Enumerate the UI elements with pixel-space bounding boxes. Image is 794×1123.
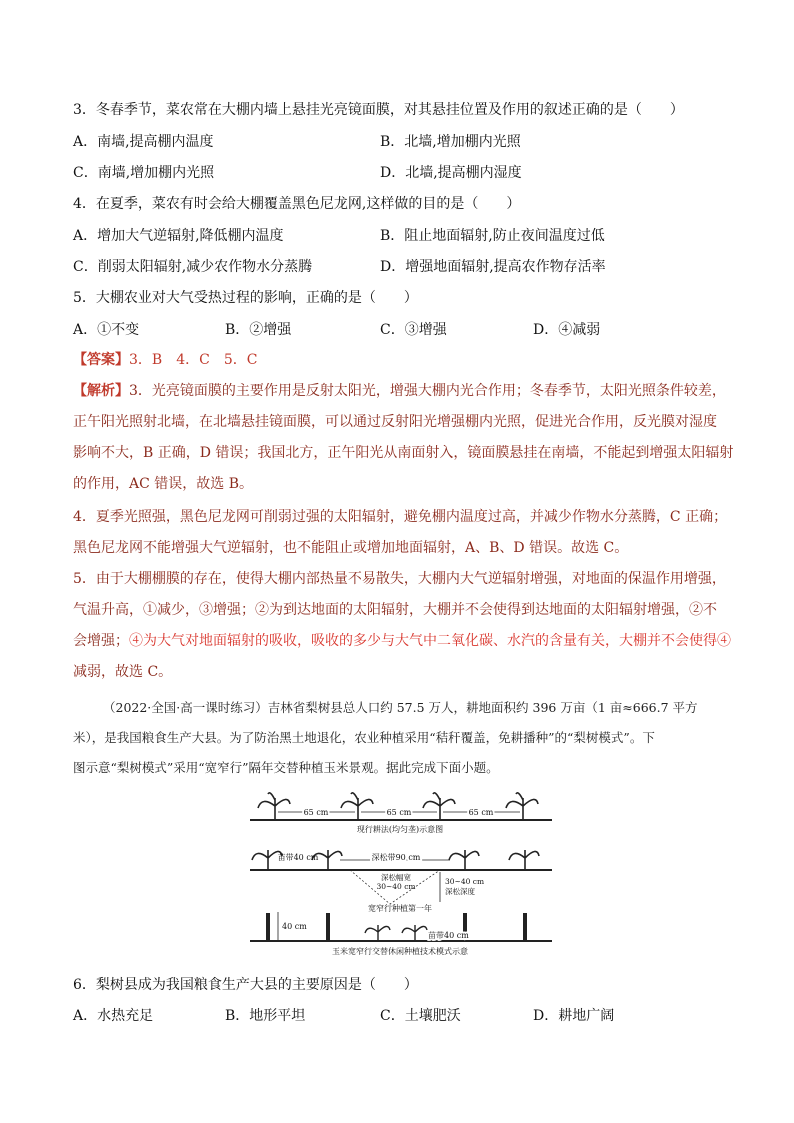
analysis-line-2: 正午阳光照射北墙，在北墙悬挂镜面膜，可以通过反射阳光增强棚内光照，促进光合作用，反光膜对湿度 bbox=[73, 414, 717, 430]
spacing-label-3: 65 cm bbox=[468, 808, 494, 817]
height-40-label: 40 cm bbox=[282, 922, 307, 931]
analysis-line-10: 减弱，故选 C。 bbox=[73, 664, 173, 680]
q4-option-d: D．增强地面辐射,提高农作物存活率 bbox=[380, 259, 606, 275]
q6-option-b: B．地形平坦 bbox=[225, 1008, 306, 1024]
q4-stem: 4．在夏季，菜农有时会给大棚覆盖黑色尼龙网,这样做的目的是（ ） bbox=[73, 196, 521, 212]
passage-line-3: 图示意“梨树模式”采用“宽窄行”隔年交替种植玉米景观。据此完成下面小题。 bbox=[73, 760, 499, 775]
depth-label: 深松深度 bbox=[445, 887, 475, 896]
q6-option-c: C．土壤肥沃 bbox=[380, 1008, 461, 1024]
answer-line bbox=[73, 350, 257, 370]
answer-text: 3．B 4．C 5．C bbox=[129, 352, 258, 368]
spacing-label-1: 65 cm bbox=[303, 808, 329, 817]
q4-option-b: B．阻止地面辐射,防止夜间温度过低 bbox=[380, 228, 605, 244]
q6-option-d: D．耕地广阔 bbox=[533, 1008, 615, 1024]
q4-option-c: C．削弱太阳辐射,减少农作物水分蒸腾 bbox=[73, 259, 313, 275]
spacing-label-2: 65 cm bbox=[386, 808, 412, 817]
q3-option-b: B．北墙,增加棚内光照 bbox=[380, 134, 521, 150]
deep-band-label: 深松带90 cm bbox=[371, 853, 421, 862]
q6-option-a: A．水热充足 bbox=[73, 1008, 154, 1024]
answer-tag: 【答案】 bbox=[73, 352, 129, 368]
analysis-tag: 【解析】 bbox=[73, 383, 129, 399]
strip-40b-label: 苗带40 cm bbox=[428, 931, 469, 940]
analysis-line-8: 气温升高，①减少，③增强；②为到达地面的太阳辐射，大棚并不会使得到达地面的太阳辐射增强，②不 bbox=[73, 602, 717, 618]
q5-stem: 5．大棚农业对大气受热过程的影响，正确的是（ ） bbox=[73, 290, 418, 306]
passage-line-1: （2022·全国·高一课时练习）吉林省梨树县总人口约 57.5 万人，耕地面积约 396 万亩（1 亩≈666.7 平方 bbox=[103, 700, 698, 715]
q3-option-d: D．北墙,提高棚内湿度 bbox=[380, 165, 522, 181]
analysis-line-5: 4．夏季光照强，黑色尼龙网可削弱过强的太阳辐射，避免棚内温度过高，并减少作物水分蒸腾，C 正确； bbox=[73, 509, 728, 525]
q3-stem: 3．冬春季节，菜农常在大棚内墙上悬挂光亮镜面膜，对其悬挂位置及作用的叙述正确的是（ ） bbox=[73, 102, 684, 118]
q6-stem: 6．梨树县成为我国粮食生产大县的主要原因是（ ） bbox=[73, 977, 418, 993]
q4-option-a: A．增加大气逆辐射,降低棚内温度 bbox=[73, 228, 284, 244]
planting-mode-figure bbox=[240, 788, 560, 958]
q3-option-a: A．南墙,提高棚内温度 bbox=[73, 134, 214, 150]
strip-40-label: 苗带40 cm bbox=[277, 853, 319, 862]
analysis-line-9 bbox=[73, 631, 731, 651]
analysis-line-3: 影响不大，B 正确，D 错误；我国北方，正午阳光从南面射入，镜面膜悬挂在南墙，不能起到增强太阳辐射 bbox=[73, 445, 734, 461]
figure-caption-3: 玉米宽窄行交替休闲种植技术模式示意 bbox=[332, 947, 468, 956]
figure-caption-1: 现行耕法(均匀垄)示意图 bbox=[356, 825, 444, 834]
analysis-line-1 bbox=[73, 381, 726, 401]
analysis-text-9a: 会增强； bbox=[73, 633, 129, 649]
deep-width-label: 深松幅宽 bbox=[381, 873, 411, 882]
analysis-text-9b: ④为大气对地面辐射的吸收，吸收的多少与大气中二氧化碳、水汽的含量有关，大棚并不会使得④ bbox=[129, 633, 731, 649]
analysis-line-7: 5．由于大棚棚膜的存在，使得大棚内部热量不易散失，大棚内大气逆辐射增强，对地面的保温作用增强， bbox=[73, 571, 726, 587]
depth-value: 30~40 cm bbox=[445, 877, 485, 886]
figure-caption-2: 宽窄行种植第一年 bbox=[368, 904, 432, 913]
q5-option-d: D．④减弱 bbox=[533, 322, 601, 338]
q3-option-c: C．南墙,增加棚内光照 bbox=[73, 165, 215, 181]
q5-option-c: C．③增强 bbox=[380, 322, 447, 338]
analysis-line-6: 黑色尼龙网不能增强大气逆辐射，也不能阻止或增加地面辐射，A、B、D 错误。故选 C。 bbox=[73, 540, 629, 556]
passage-line-2: 米），是我国粮食生产大县。为了防治黑土地退化，农业种植采用“秸秆覆盖，免耕播种”的“梨树模式”。下 bbox=[73, 730, 655, 745]
deep-width-value: 30~40 cm bbox=[376, 882, 416, 891]
analysis-text-1: 3．光亮镜面膜的主要作用是反射太阳光，增强大棚内光合作用；冬春季节，太阳光照条件较差， bbox=[129, 383, 726, 399]
q5-option-a: A．①不变 bbox=[73, 322, 140, 338]
analysis-line-4: 的作用，AC 错误，故选 B。 bbox=[73, 476, 254, 492]
q5-option-b: B．②增强 bbox=[225, 322, 292, 338]
plant-row-3 bbox=[365, 925, 427, 941]
